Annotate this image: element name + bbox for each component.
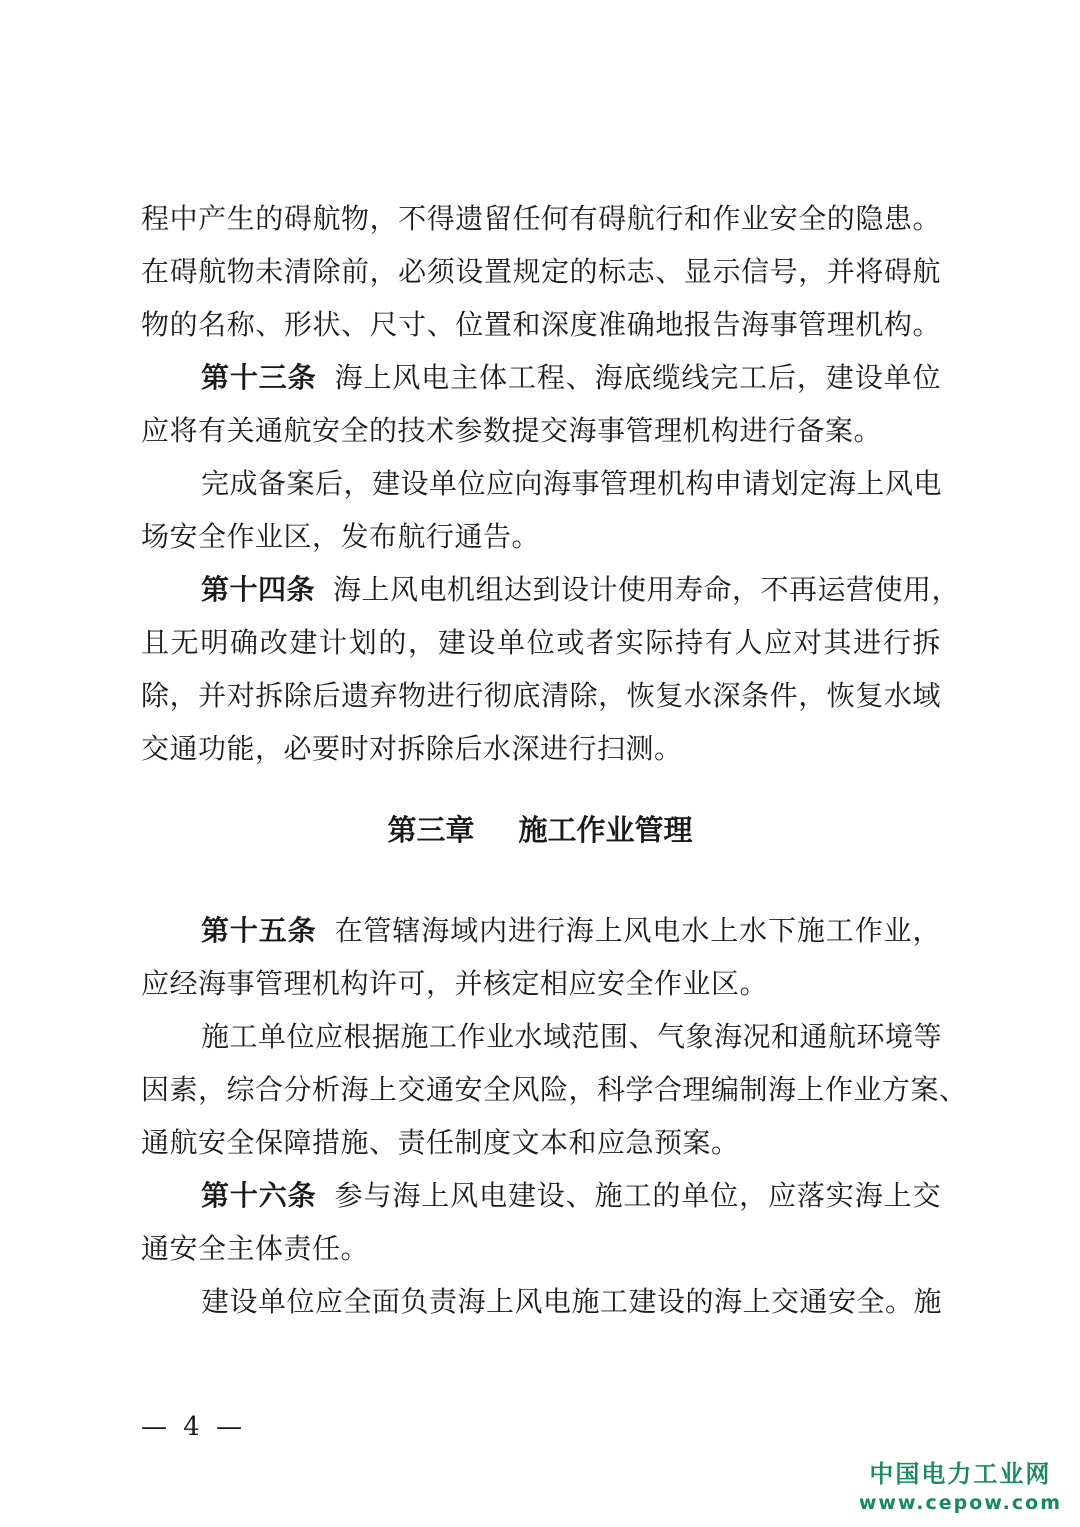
text-line: 物的名称、形状、尺寸、位置和深度准确地报告海事管理机构。 <box>141 308 941 341</box>
text-line: 建设单位应全面负责海上风电施工建设的海上交通安全。施 <box>201 1285 943 1318</box>
text-line: 通安全主体责任。 <box>141 1232 370 1265</box>
text-line: 程中产生的碍航物，不得遗留任何有碍航行和作业安全的隐患。 <box>141 202 941 235</box>
article-13-label: 第十三条 <box>201 361 317 394</box>
site-watermark <box>859 1458 1062 1516</box>
text-line: 场安全作业区，发布航行通告。 <box>141 520 541 553</box>
watermark-name: 中国电力工业网 <box>869 1460 1052 1488</box>
article-16-label: 第十六条 <box>201 1179 317 1212</box>
text-line: 且无明确改建计划的，建设单位或者实际持有人应对其进行拆 <box>141 626 941 659</box>
article-16-first-line <box>141 1169 941 1222</box>
text-line: 施工单位应根据施工作业水域范围、气象海况和通航环境等 <box>201 1020 943 1053</box>
article-14-label: 第十四条 <box>201 573 316 606</box>
article-15-first-line <box>141 904 941 957</box>
chapter-title: 施工作业管理 <box>518 813 693 847</box>
text-line: 除，并对拆除后遗弃物进行彻底清除，恢复水深条件，恢复水域 <box>141 679 941 712</box>
text-line: 完成备案后，建设单位应向海事管理机构申请划定海上风电 <box>201 467 943 500</box>
chapter-number: 第三章 <box>387 813 475 847</box>
document-body <box>141 192 961 775</box>
article-15-text: 在管辖海域内进行海上风电水上水下施工作业， <box>334 914 941 947</box>
text-line: 应将有关通航安全的技术参数提交海事管理机构进行备案。 <box>141 414 883 447</box>
watermark-url: www.cepow.com <box>858 1492 1062 1514</box>
text-line: 通航安全保障措施、责任制度文本和应急预案。 <box>141 1126 740 1159</box>
article-16-text: 参与海上风电建设、施工的单位，应落实海上交 <box>334 1179 941 1212</box>
document-body-continued <box>141 904 968 1328</box>
text-line: 在碍航物未清除前，必须设置规定的标志、显示信号，并将碍航 <box>141 255 941 288</box>
article-13-text: 海上风电主体工程、海底缆线完工后，建设单位 <box>334 361 941 394</box>
article-13-first-line <box>141 351 941 404</box>
text-line: 因素，综合分析海上交通安全风险，科学合理编制海上作业方案、 <box>141 1073 968 1106</box>
chapter-heading <box>0 800 1080 860</box>
article-14-text: 海上风电机组达到设计使用寿命，不再运营使用， <box>333 573 961 606</box>
article-15-label: 第十五条 <box>201 914 317 947</box>
article-14-first-line <box>141 563 961 616</box>
page-number: — 4 — <box>141 1412 247 1442</box>
text-line: 交通功能，必要时对拆除后水深进行扫测。 <box>141 732 683 765</box>
text-line: 应经海事管理机构许可，并核定相应安全作业区。 <box>141 967 769 1000</box>
